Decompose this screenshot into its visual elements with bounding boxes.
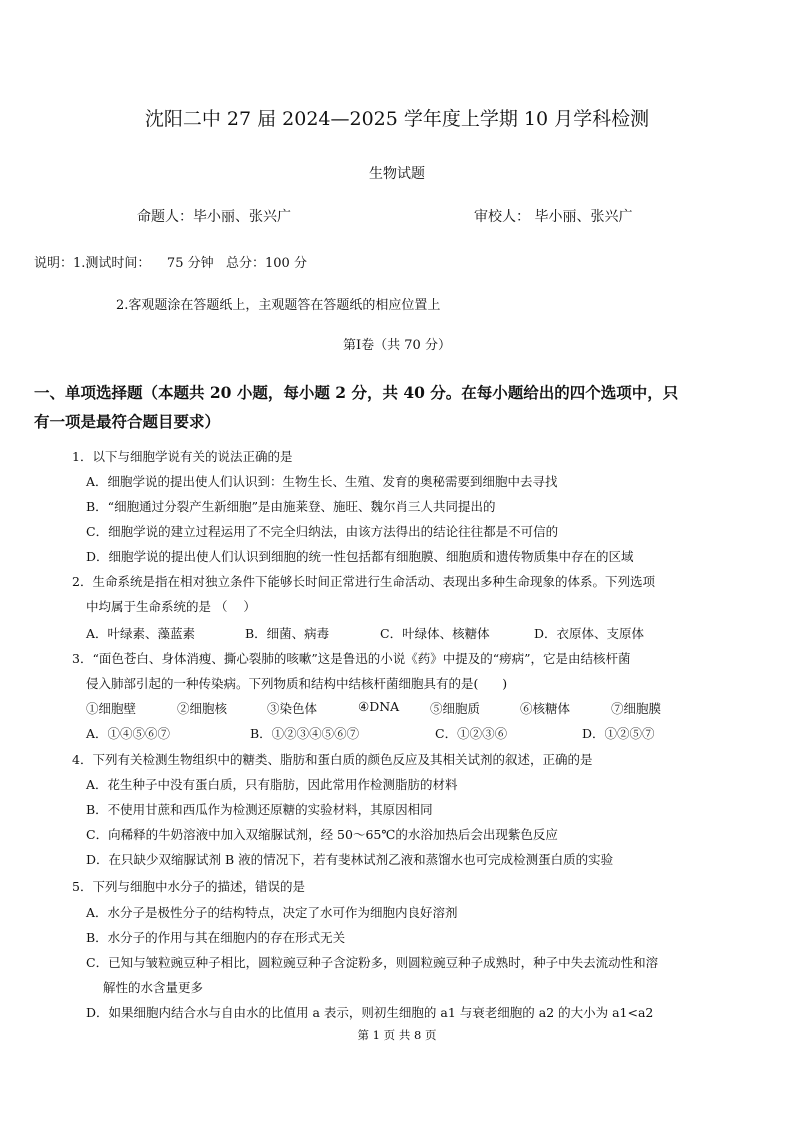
option-d: D．细胞学说的提出使人们认识到细胞的统一性包括都有细胞膜、细胞质和遗传物质集中存在的区域 [86, 549, 634, 564]
question-stem: 1．以下与细胞学说有关的说法正确的是 [72, 449, 293, 464]
option-c-continued: 解性的水含量更多 [103, 980, 204, 995]
item-7: ⑦细胞膜 [611, 701, 662, 716]
subject-title: 生物试题 [369, 166, 425, 182]
option-c: C．已知与皱粒豌豆种子相比，圆粒豌豆种子含淀粉多，则圆粒豌豆种子成熟时，种子中失去流动性和溶 [86, 955, 659, 970]
question-stem: 3．“面色苍白、身体消瘦、撕心裂肺的咳嗽”这是鲁迅的小说《药》中提及的“痨病”，它是由结核杆菌 [72, 651, 631, 666]
option-a: A．花生种子中没有蛋白质，只有脂肪，因此常用作检测脂肪的材料 [86, 777, 458, 792]
option-b: B．细菌、病毒 [245, 626, 330, 641]
option-d: D．在只缺少双缩脲试剂 B 液的情况下，若有斐林试剂乙液和蒸馏水也可完成检测蛋白质的实验 [86, 852, 614, 867]
question-stem-continued: 侵入肺部引起的一种传染病。下列物质和结构中结核杆菌细胞具有的是( ) [86, 676, 508, 691]
reviewer-line: 审校人： 毕小丽、张兴广 [474, 209, 633, 225]
item-3: ③染色体 [267, 701, 318, 716]
item-5: ⑤细胞质 [430, 701, 481, 716]
option-c: C．叶绿体、核糖体 [380, 626, 490, 641]
question-stem: 4．下列有关检测生物组织中的糖类、脂肪和蛋白质的颜色反应及其相关试剂的叙述，正确的是 [72, 752, 593, 767]
instruction-line-1: 说明：1.测试时间： 75 分钟 总分：100 分 [34, 256, 307, 271]
option-a: A．细胞学说的提出使人们认识到：生物生长、生殖、发育的奥秘需要到细胞中去寻找 [86, 474, 558, 489]
option-a: A．叶绿素、藻蓝素 [86, 626, 196, 641]
option-a: A．水分子是极性分子的结构特点，决定了水可作为细胞内良好溶剂 [86, 905, 458, 920]
item-6: ⑥核糖体 [520, 701, 571, 716]
option-b: B．水分子的作用与其在细胞内的存在形式无关 [86, 930, 346, 945]
option-b: B．“细胞通过分裂产生新细胞”是由施莱登、施旺、魏尔肖三人共同提出的 [86, 499, 496, 514]
option-d: D．①②⑤⑦ [582, 726, 655, 741]
option-c: C．细胞学说的建立过程运用了不完全归纳法，由该方法得出的结论往往都是不可信的 [86, 524, 559, 539]
option-b: B．不使用甘蔗和西瓜作为检测还原糖的实验材料，其原因相同 [86, 802, 433, 817]
option-c: C．①②③⑥ [435, 726, 508, 741]
question-stem: 2．生命系统是指在相对独立条件下能够长时间正常进行生命活动、表现出多种生命现象的体系。下列选项 [72, 574, 655, 589]
part-heading-line-2: 有一项是最符合题目要求） [34, 412, 221, 431]
page-footer: 第 1 页 共 8 页 [357, 1028, 437, 1042]
option-b: B．①②③④⑤⑥⑦ [250, 726, 360, 741]
option-d: D．衣原体、支原体 [534, 626, 645, 641]
item-4: ④DNA [358, 699, 400, 714]
instruction-line-2: 2.客观题涂在答题纸上，主观题答在答题纸的相应位置上 [116, 298, 441, 313]
item-2: ②细胞核 [177, 701, 228, 716]
option-a: A．①④⑤⑥⑦ [86, 726, 171, 741]
part-heading-line-1: 一、单项选择题（本题共 20 小题，每小题 2 分，共 40 分。在每小题给出的四个选项中，只 [34, 383, 679, 402]
exam-title: 沈阳二中 27 届 2024—2025 学年度上学期 10 月学科检测 [144, 108, 650, 130]
section-title: 第Ⅰ卷（共 70 分） [343, 338, 451, 353]
question-stem-continued: 中均属于生命系统的是 （ ） [86, 599, 256, 614]
item-1: ①细胞壁 [86, 701, 137, 716]
question-stem: 5．下列与细胞中水分子的描述，错误的是 [72, 879, 305, 894]
option-c: C．向稀释的牛奶溶液中加入双缩脲试剂，经 50～65℃的水浴加热后会出现紫色反应 [86, 827, 558, 842]
option-d: D．如果细胞内结合水与自由水的比值用 a 表示，则初生细胞的 a1 与衰老细胞的 a2 的大小为 a1<a2 [86, 1005, 654, 1020]
author-line: 命题人：毕小丽、张兴广 [137, 209, 291, 225]
